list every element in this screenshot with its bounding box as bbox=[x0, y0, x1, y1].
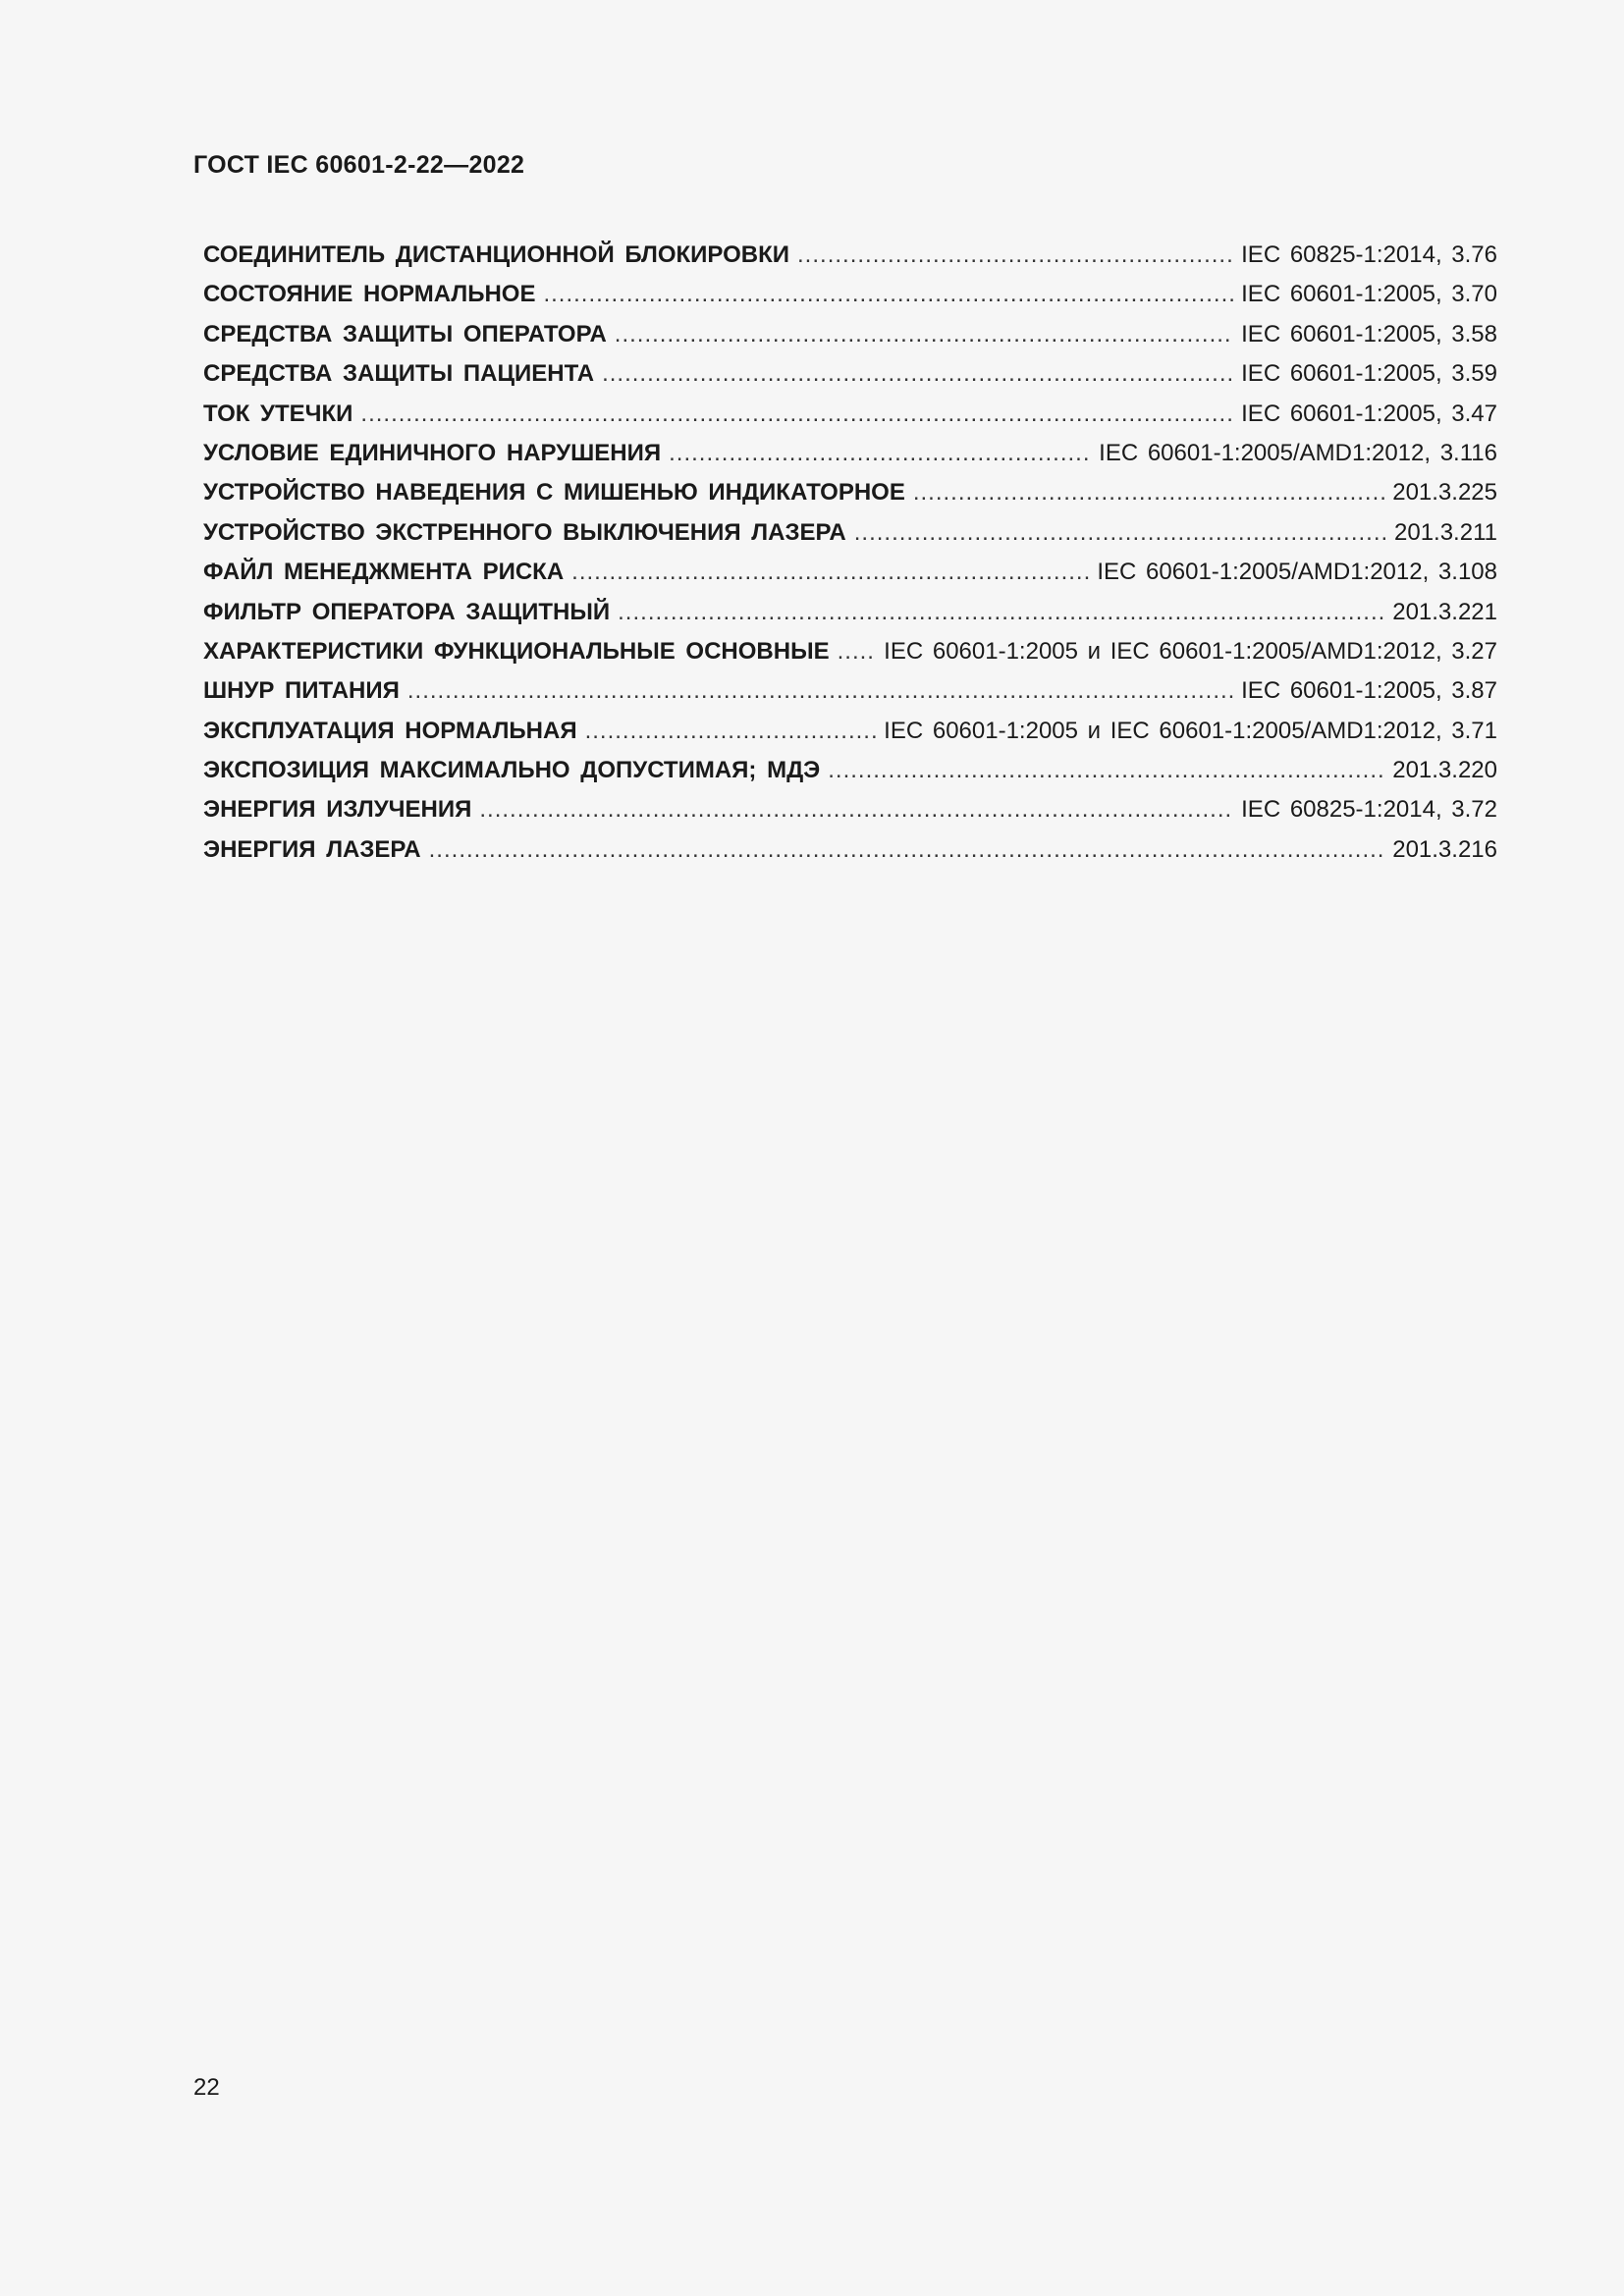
index-entry bbox=[203, 830, 1497, 870]
index-term: ШНУР ПИТАНИЯ bbox=[203, 677, 400, 705]
index-term: СРЕДСТВА ЗАЩИТЫ ПАЦИЕНТА bbox=[203, 360, 595, 388]
dot-leader bbox=[797, 236, 1233, 275]
index-entry bbox=[203, 513, 1497, 553]
index-reference: IEC 60601-1:2005, 3.59 bbox=[1241, 360, 1497, 388]
index-term: ХАРАКТЕРИСТИКИ ФУНКЦИОНАЛЬНЫЕ ОСНОВНЫЕ bbox=[203, 637, 830, 665]
dot-leader bbox=[571, 553, 1089, 592]
index-entry bbox=[203, 593, 1497, 632]
dot-leader bbox=[543, 275, 1233, 314]
dot-leader bbox=[615, 315, 1233, 354]
index-reference: IEC 60825-1:2014, 3.76 bbox=[1241, 241, 1497, 268]
index-entry bbox=[203, 275, 1497, 314]
index-term: ФАЙЛ МЕНЕДЖМЕНТА РИСКА bbox=[203, 559, 565, 586]
index-reference: IEC 60601-1:2005, 3.87 bbox=[1241, 677, 1497, 705]
dot-leader bbox=[360, 395, 1233, 434]
index-entry bbox=[203, 671, 1497, 711]
dot-leader bbox=[479, 790, 1233, 829]
index-entry bbox=[203, 395, 1497, 434]
index-reference: IEC 60601-1:2005, 3.70 bbox=[1241, 281, 1497, 308]
dot-leader bbox=[669, 434, 1091, 473]
index-term: УСТРОЙСТВО НАВЕДЕНИЯ С МИШЕНЬЮ ИНДИКАТОРНОЕ bbox=[203, 479, 905, 507]
index-term: ТОК УТЕЧКИ bbox=[203, 400, 353, 427]
dot-leader bbox=[828, 751, 1384, 790]
dot-leader bbox=[854, 513, 1386, 553]
index-entry bbox=[203, 315, 1497, 354]
document-header: ГОСТ IEC 60601-2-22—2022 bbox=[193, 151, 525, 179]
index-entry bbox=[203, 553, 1497, 592]
index-entry bbox=[203, 354, 1497, 394]
index-reference: IEC 60601-1:2005 и IEC 60601-1:2005/AMD1:2012, 3.27 bbox=[884, 637, 1497, 665]
index-reference: IEC 60601-1:2005/AMD1:2012, 3.108 bbox=[1097, 559, 1497, 586]
dot-leader bbox=[838, 632, 877, 671]
index-term: ФИЛЬТР ОПЕРАТОРА ЗАЩИТНЫЙ bbox=[203, 598, 611, 625]
index-reference: IEC 60601-1:2005 и IEC 60601-1:2005/AMD1:2012, 3.71 bbox=[884, 717, 1497, 744]
dot-leader bbox=[429, 830, 1385, 870]
index-term: ЭКСПЛУАТАЦИЯ НОРМАЛЬНАЯ bbox=[203, 717, 577, 744]
index-entry bbox=[203, 473, 1497, 512]
index-term: УСТРОЙСТВО ЭКСТРЕННОГО ВЫКЛЮЧЕНИЯ ЛАЗЕРА bbox=[203, 518, 846, 546]
dot-leader bbox=[618, 593, 1384, 632]
index-entry bbox=[203, 790, 1497, 829]
index-reference: 201.3.225 bbox=[1392, 479, 1497, 507]
index-term: СОЕДИНИТЕЛЬ ДИСТАНЦИОННОЙ БЛОКИРОВКИ bbox=[203, 241, 790, 268]
dot-leader bbox=[602, 354, 1233, 394]
index-entry bbox=[203, 632, 1497, 671]
index-term: СОСТОЯНИЕ НОРМАЛЬНОЕ bbox=[203, 281, 536, 308]
index-term: ЭНЕРГИЯ ИЗЛУЧЕНИЯ bbox=[203, 796, 472, 824]
index-reference: IEC 60601-1:2005/AMD1:2012, 3.116 bbox=[1099, 439, 1497, 466]
index-entry bbox=[203, 434, 1497, 473]
index-reference: IEC 60601-1:2005, 3.58 bbox=[1241, 320, 1497, 347]
index-reference: 201.3.221 bbox=[1392, 598, 1497, 625]
index-term: ЭНЕРГИЯ ЛАЗЕРА bbox=[203, 835, 421, 863]
dot-leader bbox=[407, 671, 1233, 711]
dot-leader bbox=[585, 712, 877, 751]
page-number: 22 bbox=[193, 2074, 220, 2101]
index-reference: 201.3.220 bbox=[1392, 757, 1497, 784]
index-reference: 201.3.216 bbox=[1392, 835, 1497, 863]
index-reference: IEC 60601-1:2005, 3.47 bbox=[1241, 400, 1497, 427]
index-term: ЭКСПОЗИЦИЯ МАКСИМАЛЬНО ДОПУСТИМАЯ; МДЭ bbox=[203, 757, 821, 784]
index-term: УСЛОВИЕ ЕДИНИЧНОГО НАРУШЕНИЯ bbox=[203, 439, 662, 466]
index-reference: 201.3.211 bbox=[1394, 518, 1497, 546]
term-index-list bbox=[203, 236, 1497, 870]
index-entry bbox=[203, 712, 1497, 751]
index-reference: IEC 60825-1:2014, 3.72 bbox=[1241, 796, 1497, 824]
index-entry bbox=[203, 236, 1497, 275]
dot-leader bbox=[913, 473, 1384, 512]
index-entry bbox=[203, 751, 1497, 790]
index-term: СРЕДСТВА ЗАЩИТЫ ОПЕРАТОРА bbox=[203, 320, 607, 347]
